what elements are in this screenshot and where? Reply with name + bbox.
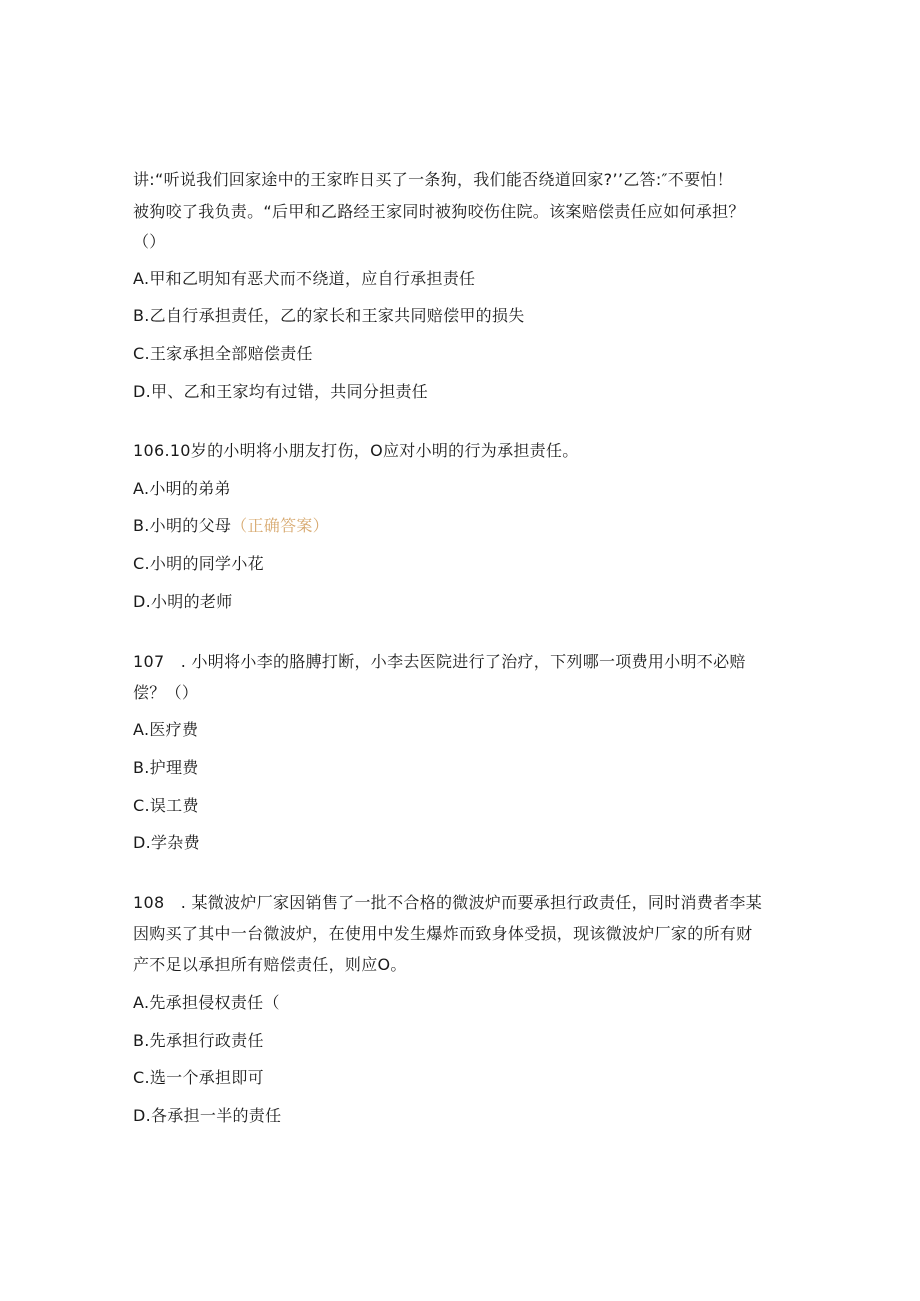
q106-option-b: B.小明的父母	[133, 516, 232, 535]
q107-option-d: D.学杂费	[133, 833, 200, 852]
q105-stem-line-2: 被狗咬了我负责。“后甲和乙路经王家同时被狗咬伤住院。该案赔偿责任应如何承担？	[133, 202, 745, 221]
q106-option-b-row	[133, 515, 329, 537]
q105-stem-line-1: 讲:“听说我们回家途中的王家昨日买了一条狗，我们能否绕道回家?’’乙答:″不要怕！	[133, 170, 734, 189]
q108-option-d: D.各承担一半的责任	[133, 1106, 282, 1125]
q105-option-b: B.乙自行承担责任，乙的家长和王家共同赔偿甲的损失	[133, 306, 525, 325]
q105-option-d: D.甲、乙和王家均有过错，共同分担责任	[133, 382, 429, 401]
correct-answer-mark: （正确答案）	[231, 516, 329, 535]
q108-option-a: A.先承担侵权责任（	[133, 993, 280, 1012]
q108-stem-line-2: 因购买了其中一台微波炉，在使用中发生爆炸而致身体受损，现该微波炉厂家的所有财	[133, 924, 753, 943]
q106-stem: 106.10岁的小明将小朋友打伤，O应对小明的行为承担责任。	[133, 441, 579, 460]
q107-option-a: A.医疗费	[133, 720, 199, 739]
q107-option-c: C.误工费	[133, 796, 199, 815]
q105-option-a: A.甲和乙明知有恶犬而不绕道，应自行承担责任	[133, 269, 476, 288]
q108-option-b: B.先承担行政责任	[133, 1031, 264, 1050]
q105-stem-line-3: （）	[133, 232, 166, 251]
q107-stem-line-1: 107 . 小明将小李的胳膊打断，小李去医院进行了治疗，下列哪一项费用小明不必赔	[133, 652, 746, 671]
q106-option-d: D.小明的老师	[133, 592, 233, 611]
q107-option-b: B.护理费	[133, 758, 199, 777]
q106-option-a: A.小明的弟弟	[133, 479, 231, 498]
q105-option-c: C.王家承担全部赔偿责任	[133, 344, 313, 363]
q106-option-c: C.小明的同学小花	[133, 554, 264, 573]
q108-option-c: C.选一个承担即可	[133, 1068, 264, 1087]
q107-stem-line-2: 偿？（）	[133, 683, 199, 702]
q108-stem-line-3: 产不足以承担所有赔偿责任，则应O。	[133, 955, 407, 974]
q108-stem-line-1: 108 . 某微波炉厂家因销售了一批不合格的微波炉而要承担行政责任，同时消费者李某	[133, 893, 763, 912]
